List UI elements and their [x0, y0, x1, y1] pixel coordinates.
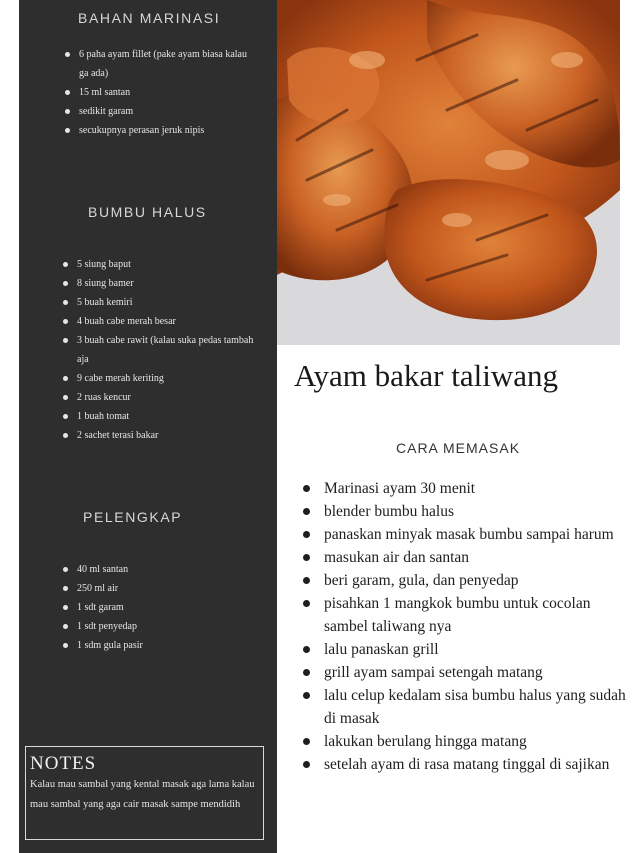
- bumbu-list: [61, 255, 261, 445]
- marinasi-item: 6 paha ayam fillet (pake ayam biasa kalau ga ada): [63, 45, 248, 83]
- cooking-step: panaskan minyak masak bumbu sampai harum: [302, 523, 638, 546]
- bumbu-item: 5 buah kemiri: [61, 293, 261, 312]
- cooking-step: blender bumbu halus: [302, 500, 638, 523]
- cooking-step: grill ayam sampai setengah matang: [302, 661, 638, 684]
- notes-box: [25, 746, 264, 840]
- ingredients-sidebar: [19, 0, 277, 853]
- pelengkap-item: 250 ml air: [61, 579, 261, 598]
- chicken-image: [277, 0, 620, 345]
- bumbu-heading: BUMBU HALUS: [88, 204, 207, 220]
- pelengkap-item: 1 sdt garam: [61, 598, 261, 617]
- marinasi-heading: BAHAN MARINASI: [78, 10, 221, 26]
- bumbu-item: 3 buah cabe rawit (kalau suka pedas tambah aja: [61, 331, 261, 369]
- marinasi-item: 15 ml santan: [63, 83, 248, 102]
- recipe-title: Ayam bakar taliwang: [294, 358, 558, 393]
- marinasi-list: [63, 45, 248, 140]
- grilled-chicken-photo: [277, 0, 620, 345]
- pelengkap-heading: PELENGKAP: [83, 509, 183, 525]
- pelengkap-item: 1 sdm gula pasir: [61, 636, 261, 655]
- cooking-steps-list: [302, 477, 638, 776]
- marinasi-item: secukupnya perasan jeruk nipis: [63, 121, 248, 140]
- cara-memasak-heading: CARA MEMASAK: [396, 440, 521, 456]
- cooking-step: masukan air dan santan: [302, 546, 638, 569]
- cooking-step: pisahkan 1 mangkok bumbu untuk cocolan sambel taliwang nya: [302, 592, 638, 638]
- bumbu-item: 9 cabe merah keriting: [61, 369, 261, 388]
- bumbu-item: 4 buah cabe merah besar: [61, 312, 261, 331]
- pelengkap-list: [61, 560, 261, 655]
- bumbu-item: 5 siung baput: [61, 255, 261, 274]
- cooking-step: lalu panaskan grill: [302, 638, 638, 661]
- cooking-step: lalu celup kedalam sisa bumbu halus yang sudah di masak: [302, 684, 638, 730]
- cooking-step: Marinasi ayam 30 menit: [302, 477, 638, 500]
- notes-title: NOTES: [30, 753, 97, 774]
- bumbu-item: 2 ruas kencur: [61, 388, 261, 407]
- bumbu-item: 2 sachet terasi bakar: [61, 426, 261, 445]
- marinasi-item: sedikit garam: [63, 102, 248, 121]
- cooking-step: lakukan berulang hingga matang: [302, 730, 638, 753]
- cooking-step: setelah ayam di rasa matang tinggal di sajikan: [302, 753, 638, 776]
- pelengkap-item: 40 ml santan: [61, 560, 261, 579]
- pelengkap-item: 1 sdt penyedap: [61, 617, 261, 636]
- notes-text: Kalau mau sambal yang kental masak aga lama kalau mau sambal yang aga cair masak sampe mendidih: [30, 779, 255, 810]
- cooking-step: beri garam, gula, dan penyedap: [302, 569, 638, 592]
- bumbu-item: 8 siung bamer: [61, 274, 261, 293]
- bumbu-item: 1 buah tomat: [61, 407, 261, 426]
